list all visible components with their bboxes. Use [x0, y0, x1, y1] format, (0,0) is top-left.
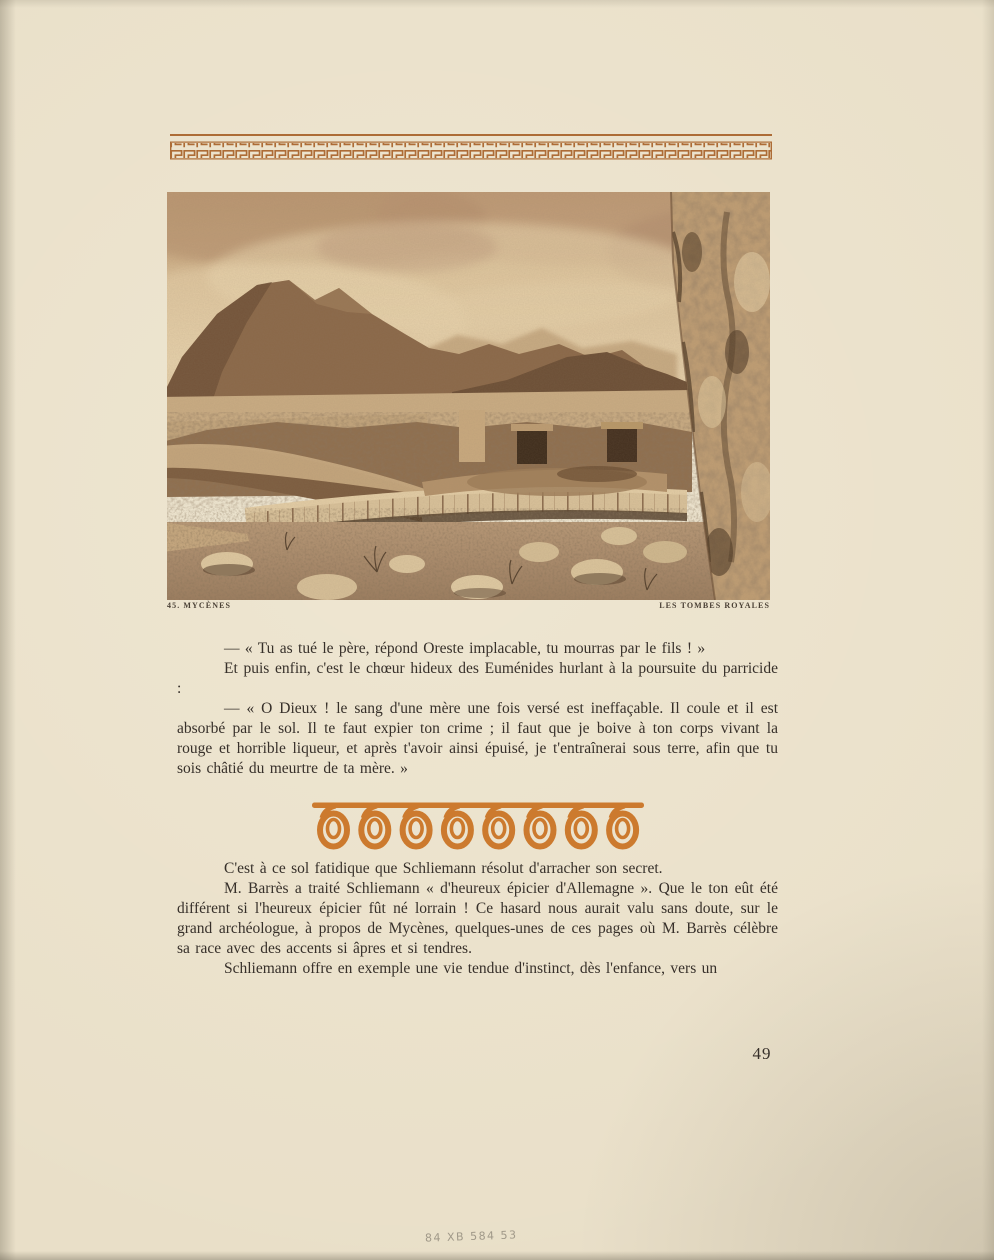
- paragraph-barres: M. Barrès a traité Schliemann « d'heureux épicier d'Allemagne ». Que le ton eût été différent si l'heureux épicier fût né lorrain ! Ce hasard nous aurait valu sans doute, sur le grand archéologue, à propos de Mycènes, quelques-unes de ces pages où M. Barrès célèbre sa race avec des accents si âpres et si tendres.: [177, 880, 778, 957]
- text-block-1: [177, 639, 778, 779]
- photo-caption-right: LES TOMBES ROYALES: [659, 601, 770, 610]
- spiral-ornament: [312, 801, 644, 851]
- page-number: 49: [752, 1044, 772, 1063]
- paragraph-schliemann-exemple: Schliemann offre en exemple une vie tendue d'instinct, dès l'enfance, vers un: [224, 960, 718, 977]
- mycenae-photo: [167, 192, 770, 600]
- paragraph-oreste: — « Tu as tué le père, répond Oreste implacable, tu mourras par le fils ! »: [224, 640, 706, 657]
- text-block-2: [177, 859, 778, 979]
- paragraph-sol-fatidique: C'est à ce sol fatidique que Schliemann résolut d'arracher son secret.: [224, 860, 663, 877]
- shelfmark-annotation: 84 XB 584 53: [424, 1228, 518, 1245]
- paragraph-o-dieux: — « O Dieux ! le sang d'une mère une fois versé est ineffaçable. Il coule et il est absorbé par le sol. Il te faut expier ton crime ; il faut que je boive à ton corps vivant la rouge et horrible liqueur, et après t'avoir ainsi épuisé, je t'entraînerai sous terre, afin que tu sois châtié du meurtre de ta mère. »: [177, 700, 778, 777]
- paragraph-eumenides: Et puis enfin, c'est le chœur hideux des Euménides hurlant à la poursuite du parricide :: [177, 660, 778, 697]
- photo-caption-row: [167, 601, 770, 610]
- photo-caption-left: 45. MYCÈNES: [167, 601, 232, 610]
- greek-key-border: [170, 134, 772, 161]
